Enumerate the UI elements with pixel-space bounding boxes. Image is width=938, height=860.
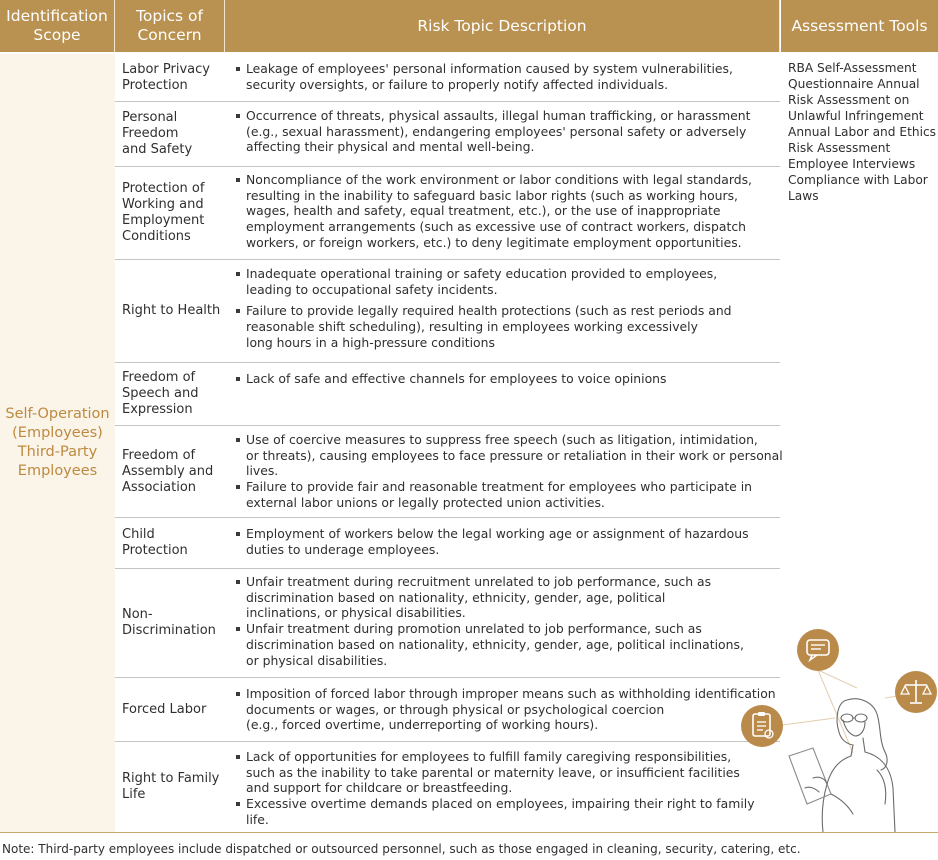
topic-right-to-health: Right to Health bbox=[122, 303, 221, 318]
description-freedom-of-assembly bbox=[234, 432, 786, 511]
description-labor-privacy bbox=[234, 61, 786, 92]
header-risk-topic-description: Risk Topic Description bbox=[225, 0, 780, 52]
risk-bullet: Leakage of employees' personal information caused by system vulnerabilities, security oversights, or failure to properly notify affected individuals. bbox=[234, 61, 786, 92]
topic-personal-freedom-and-safety: Personal Freedom and Safety bbox=[122, 110, 193, 157]
assessment-tool-line: Compliance with Labor bbox=[788, 173, 928, 187]
header-identification-scope: Identification Scope bbox=[0, 0, 115, 52]
assessment-tool-line: Employee Interviews bbox=[788, 157, 916, 171]
description-child-protection bbox=[234, 526, 786, 557]
clipboard-checklist-icon bbox=[741, 705, 783, 747]
topic-protection-of-working-conditions: Protection of Working and Employment Conditions bbox=[122, 181, 205, 244]
topic-freedom-of-assembly: Freedom of Assembly and Association bbox=[122, 447, 214, 495]
topics-column bbox=[115, 54, 225, 832]
header-topics-of-concern: Topics of Concern bbox=[115, 0, 225, 52]
risk-bullet: Noncompliance of the work environment or labor conditions with legal standards, resulting in the inability to safeguard basic labor rights (such as working hours, wages, health and safety, equal treatment, etc.), or the use of inappropriate employment arrangements (such as excessive use of contract workers, dispatch workers, or foreign workers, etc.) to deny legitimate employment opportunities. bbox=[234, 172, 786, 251]
row-divider bbox=[115, 425, 780, 426]
risk-bullet: Excessive overtime demands placed on employees, impairing their right to family life. bbox=[234, 796, 786, 827]
description-right-to-family-life bbox=[234, 749, 786, 828]
topic-right-to-family-life: Right to Family Life bbox=[122, 771, 220, 802]
description-non-discrimination bbox=[234, 574, 786, 668]
risk-bullet: Lack of opportunities for employees to fulfill family caregiving responsibilities, such as the inability to take parental or maternity leave, or insufficient facilities and support for childcare or breastfeeding. bbox=[234, 749, 786, 796]
risk-bullet: Failure to provide legally required health protections (such as rest periods and reasonable shift scheduling), resulting in employees working excessively long hours in a high-pressure conditions bbox=[234, 303, 786, 350]
assessment-tool-line: Laws bbox=[788, 189, 819, 203]
assessment-tool-line: Annual Labor and Ethics bbox=[788, 125, 937, 139]
row-divider bbox=[115, 677, 780, 678]
risk-bullet: Occurrence of threats, physical assaults, illegal human trafficking, or harassment (e.g., sexual harassment), endangering employees' personal safety or adversely affecting their physical and mental well-being. bbox=[234, 108, 786, 155]
assessment-tool-line: Questionnaire Annual bbox=[788, 77, 920, 91]
risk-bullet: Employment of workers below the legal working age or assignment of hazardous duties to underage employees. bbox=[234, 526, 786, 557]
topic-labor-privacy-protection: Labor Privacy Protection bbox=[122, 61, 210, 93]
topic-non-discrimination: Non- Discrimination bbox=[122, 607, 216, 638]
row-divider bbox=[115, 166, 780, 167]
description-forced-labor bbox=[234, 686, 786, 733]
risk-bullet: Inadequate operational training or safety education provided to employees, leading to occupational safety incidents. bbox=[234, 266, 786, 297]
chat-bubble-icon bbox=[797, 629, 839, 671]
assessment-tool-line: RBA Self-Assessment bbox=[788, 61, 917, 75]
row-divider bbox=[115, 517, 780, 518]
row-divider bbox=[115, 362, 780, 363]
risk-bullet: Lack of safe and effective channels for employees to voice opinions bbox=[234, 371, 786, 387]
row-divider bbox=[115, 741, 780, 742]
risk-bullet: Unfair treatment during recruitment unrelated to job performance, such as discrimination based on nationality, ethnicity, gender, age, political inclinations, or physical disabilities. bbox=[234, 574, 786, 621]
risk-bullet: Imposition of forced labor through improper means such as withholding identification documents or wages, or through physical or psychological coercion (e.g., forced overtime, underreporting of working hours). bbox=[234, 686, 786, 733]
assessment-tools-list bbox=[788, 60, 936, 204]
scales-of-justice-icon bbox=[895, 671, 937, 713]
topic-forced-labor: Forced Labor bbox=[122, 701, 207, 717]
header-assessment-tools: Assessment Tools bbox=[781, 0, 938, 52]
row-divider bbox=[115, 568, 780, 569]
footnote: Note: Third-party employees include dispatched or outsourced personnel, such as those engaged in cleaning, security, catering, etc. bbox=[2, 842, 801, 856]
description-personal-freedom bbox=[234, 108, 786, 155]
description-working-conditions bbox=[234, 172, 786, 251]
woman-with-tablet-illustration bbox=[735, 628, 938, 832]
risk-bullet: Use of coercive measures to suppress free speech (such as litigation, intimidation, or threats), causing employees to face pressure or retaliation in their work or personal lives. bbox=[234, 432, 786, 479]
risk-bullet: Failure to provide fair and reasonable treatment for employees who participate in external labor unions or legally protected union activities. bbox=[234, 479, 786, 510]
row-divider bbox=[115, 101, 780, 102]
identification-scope-cell: Self-Operation (Employees) Third-Party Employees bbox=[0, 54, 115, 832]
assessment-tool-line: Risk Assessment on bbox=[788, 93, 910, 107]
row-divider bbox=[115, 259, 780, 260]
topic-freedom-of-speech: Freedom of Speech and Expression bbox=[122, 370, 199, 417]
topic-child-protection: Child Protection bbox=[122, 527, 188, 558]
assessment-tool-line: Risk Assessment bbox=[788, 141, 891, 155]
description-freedom-of-speech bbox=[234, 371, 786, 387]
description-right-to-health bbox=[234, 266, 786, 351]
risk-bullet: Unfair treatment during promotion unrelated to job performance, such as discrimination based on nationality, ethnicity, gender, age, political inclinations, or physical disabilities. bbox=[234, 621, 786, 668]
assessment-tool-line: Unlawful Infringement bbox=[788, 109, 924, 123]
table-bottom-border bbox=[0, 832, 938, 833]
